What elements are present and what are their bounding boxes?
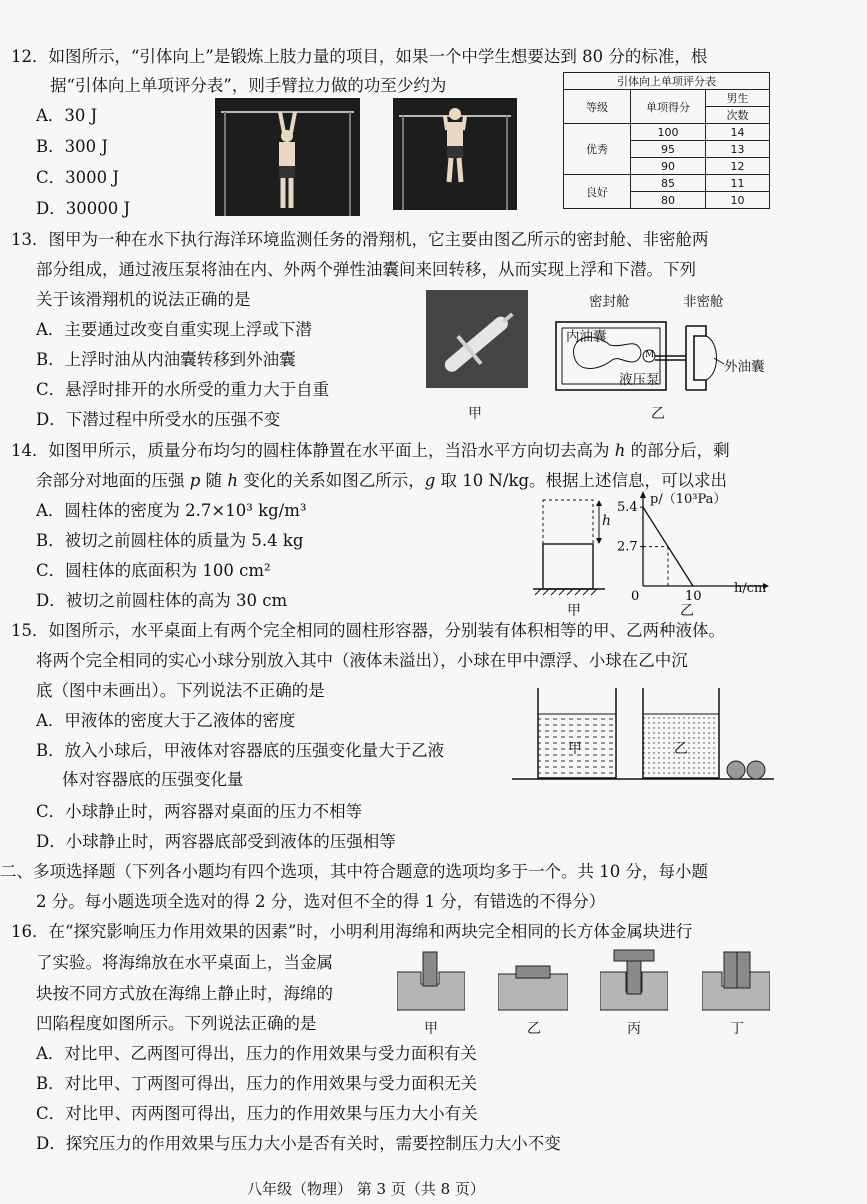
q12-line2: 据“引体向上单项评分表”，则手臂拉力做的功至少约为 (50, 76, 447, 95)
sponge-figure-b (498, 960, 568, 1012)
q16-line4: 凹陷程度如图所示。下列说法正确的是 (36, 1014, 317, 1033)
q14-line1: 14．如图甲所示，质量分布均匀的圆柱体静置在水平面上，当沿水平方向切去高为 h 的部分后，剩 (11, 441, 730, 460)
table-cell: 80 (631, 192, 706, 209)
label-outer-bladder: 外油囊 (724, 359, 765, 375)
q12-option-a: A．30 J (36, 106, 98, 125)
sponge-figure-a (397, 950, 465, 1012)
q13-line3: 关于该滑翔机的说法正确的是 (36, 290, 251, 309)
col-male: 男生 (706, 90, 770, 107)
q16-line3: 块按不同方式放在海绵上静止时，海绵的 (36, 984, 333, 1003)
col-grade: 等级 (564, 90, 631, 124)
chart-y-axis-label: p/（10³Pa） (650, 492, 727, 507)
q15-line3: 底（图中未画出）。下列说法不正确的是 (36, 681, 325, 700)
q12-option-b: B．300 J (36, 137, 108, 156)
q16-line1: 16．在“探究影响压力作用效果的因素”时，小明利用海绵和两块完全相同的长方体金属块进行 (11, 922, 693, 941)
col-score: 单项得分 (631, 90, 706, 124)
q15-option-d: D．小球静止时，两容器底部受到液体的压强相等 (36, 832, 396, 851)
q12-option-d: D．30000 J (36, 199, 131, 218)
q13-fig-label-b: 乙 (651, 406, 665, 422)
score-table-title: 引体向上单项评分表 (564, 73, 770, 90)
pullup-photo-up (393, 98, 517, 210)
q14-option-a: A．圆柱体的密度为 2.7×10³ kg/m³ (36, 501, 307, 520)
sponge-figure-c (600, 948, 668, 1012)
q14-fig-label-a: 甲 (567, 603, 581, 619)
q12-option-c: C．3000 J (36, 168, 119, 187)
table-cell: 12 (706, 158, 770, 175)
col-count: 次数 (706, 107, 770, 124)
q13-option-b: B．上浮时油从内油囊转移到外油囊 (36, 350, 296, 369)
q13-option-d: D．下潜过程中所受水的压强不变 (36, 410, 281, 429)
label-pump: 液压泵 (619, 372, 660, 388)
sponge-label-b: 乙 (527, 1021, 541, 1037)
q13-fig-label-a: 甲 (468, 406, 482, 422)
q15-option-b: B．放入小球后，甲液体对容器底的压强变化量大于乙液 (36, 741, 445, 760)
label-unsealed-cabin: 非密舱 (683, 294, 724, 310)
label-sealed-cabin: 密封舱 (589, 294, 630, 310)
cylinder-h-label: h (602, 513, 612, 529)
chart-y-tick-label: 5.4 (617, 500, 638, 516)
chart-y-tick-label: 2.7 (617, 539, 638, 555)
q16-option-c: C．对比甲、丙两图可得出，压力的作用效果与压力大小有关 (36, 1104, 478, 1123)
q13-line1: 13．图甲为一种在水下执行海洋环境监测任务的滑翔机，它主要由图乙所示的密封舱、非密舱两 (11, 230, 709, 249)
chart-x-tick-label: 10 (685, 589, 702, 604)
label-motor: M (645, 350, 655, 360)
table-cell: 10 (706, 192, 770, 209)
q14-line2: 余部分对地面的压强 p 随 h 变化的关系如图乙所示，g 取 10 N/kg。根据上述信息，可以求出 (36, 471, 728, 490)
q16-option-a: A．对比甲、乙两图可得出，压力的作用效果与受力面积有关 (36, 1044, 477, 1063)
sponge-figure-d (702, 950, 770, 1012)
chart-x-axis-label: h/cm (734, 581, 767, 596)
table-cell: 100 (631, 124, 706, 141)
liquid-b-label: 乙 (674, 741, 688, 757)
q13-line2: 部分组成，通过液压泵将油在内、外两个弹性油囊间来回转移，从而实现上浮和下潜。下列 (36, 260, 696, 279)
table-cell: 11 (706, 175, 770, 192)
table-cell: 85 (631, 175, 706, 192)
section2-line1: 二、多项选择题（下列各小题均有四个选项，其中符合题意的选项均多于一个。共 10 分，每小题 (0, 862, 708, 881)
chart-x-tick-label: 0 (631, 589, 640, 604)
q14-option-c: C．圆柱体的底面积为 100 cm² (36, 561, 271, 580)
table-cell: 14 (706, 124, 770, 141)
q12-line1: 12．如图所示，“引体向上”是锻炼上肢力量的项目，如果一个中学生想要达到 80 分的标准，根 (11, 47, 708, 66)
grade-good: 良好 (564, 175, 631, 209)
grade-excellent: 优秀 (564, 124, 631, 175)
sponge-label-d: 丁 (730, 1021, 744, 1037)
q13-option-c: C．悬浮时排开的水所受的重力大于自重 (36, 380, 330, 399)
section2-line2: 2 分。每小题选项全选对的得 2 分，选对但不全的得 1 分，有错选的不得分） (36, 892, 606, 911)
sponge-label-c: 丙 (627, 1021, 641, 1037)
table-cell: 13 (706, 141, 770, 158)
score-table (563, 72, 770, 209)
q14-fig-label-b: 乙 (680, 603, 694, 619)
q14-option-d: D．被切之前圆柱体的高为 30 cm (36, 591, 288, 610)
q15-line1: 15．如图所示，水平桌面上有两个完全相同的圆柱形容器，分别装有体积相等的甲、乙两种液体。 (11, 621, 725, 640)
q15-option-c: C．小球静止时，两容器对桌面的压力不相等 (36, 802, 363, 821)
pullup-photo-hang (215, 98, 360, 216)
containers-figure (512, 686, 774, 786)
q14-option-b: B．被切之前圆柱体的质量为 5.4 kg (36, 531, 304, 550)
q15-line2: 将两个完全相同的实心小球分别放入其中（液体未溢出），小球在甲中漂浮、小球在乙中沉 (36, 651, 688, 670)
cylinder-figure (533, 496, 613, 608)
table-cell: 90 (631, 158, 706, 175)
q16-option-b: B．对比甲、丁两图可得出，压力的作用效果与受力面积无关 (36, 1074, 478, 1093)
glider-photo (426, 290, 528, 388)
q15-option-a: A．甲液体的密度大于乙液体的密度 (36, 711, 296, 730)
q16-option-d: D．探究压力的作用效果与压力大小是否有关时，需要控制压力大小不变 (36, 1134, 561, 1153)
q15-option-b-cont: 体对容器底的压强变化量 (62, 770, 244, 789)
liquid-a-label: 甲 (568, 741, 582, 757)
sponge-label-a: 甲 (424, 1021, 438, 1037)
table-cell: 95 (631, 141, 706, 158)
q16-line2: 了实验。将海绵放在水平桌面上，当金属 (36, 953, 333, 972)
glider-schematic (552, 290, 780, 400)
page-footer: 八年级（物理） 第 3 页（共 8 页） (247, 1180, 485, 1198)
label-inner-bladder: 内油囊 (566, 329, 607, 345)
q13-option-a: A．主要通过改变自重实现上浮或下潜 (36, 320, 312, 339)
